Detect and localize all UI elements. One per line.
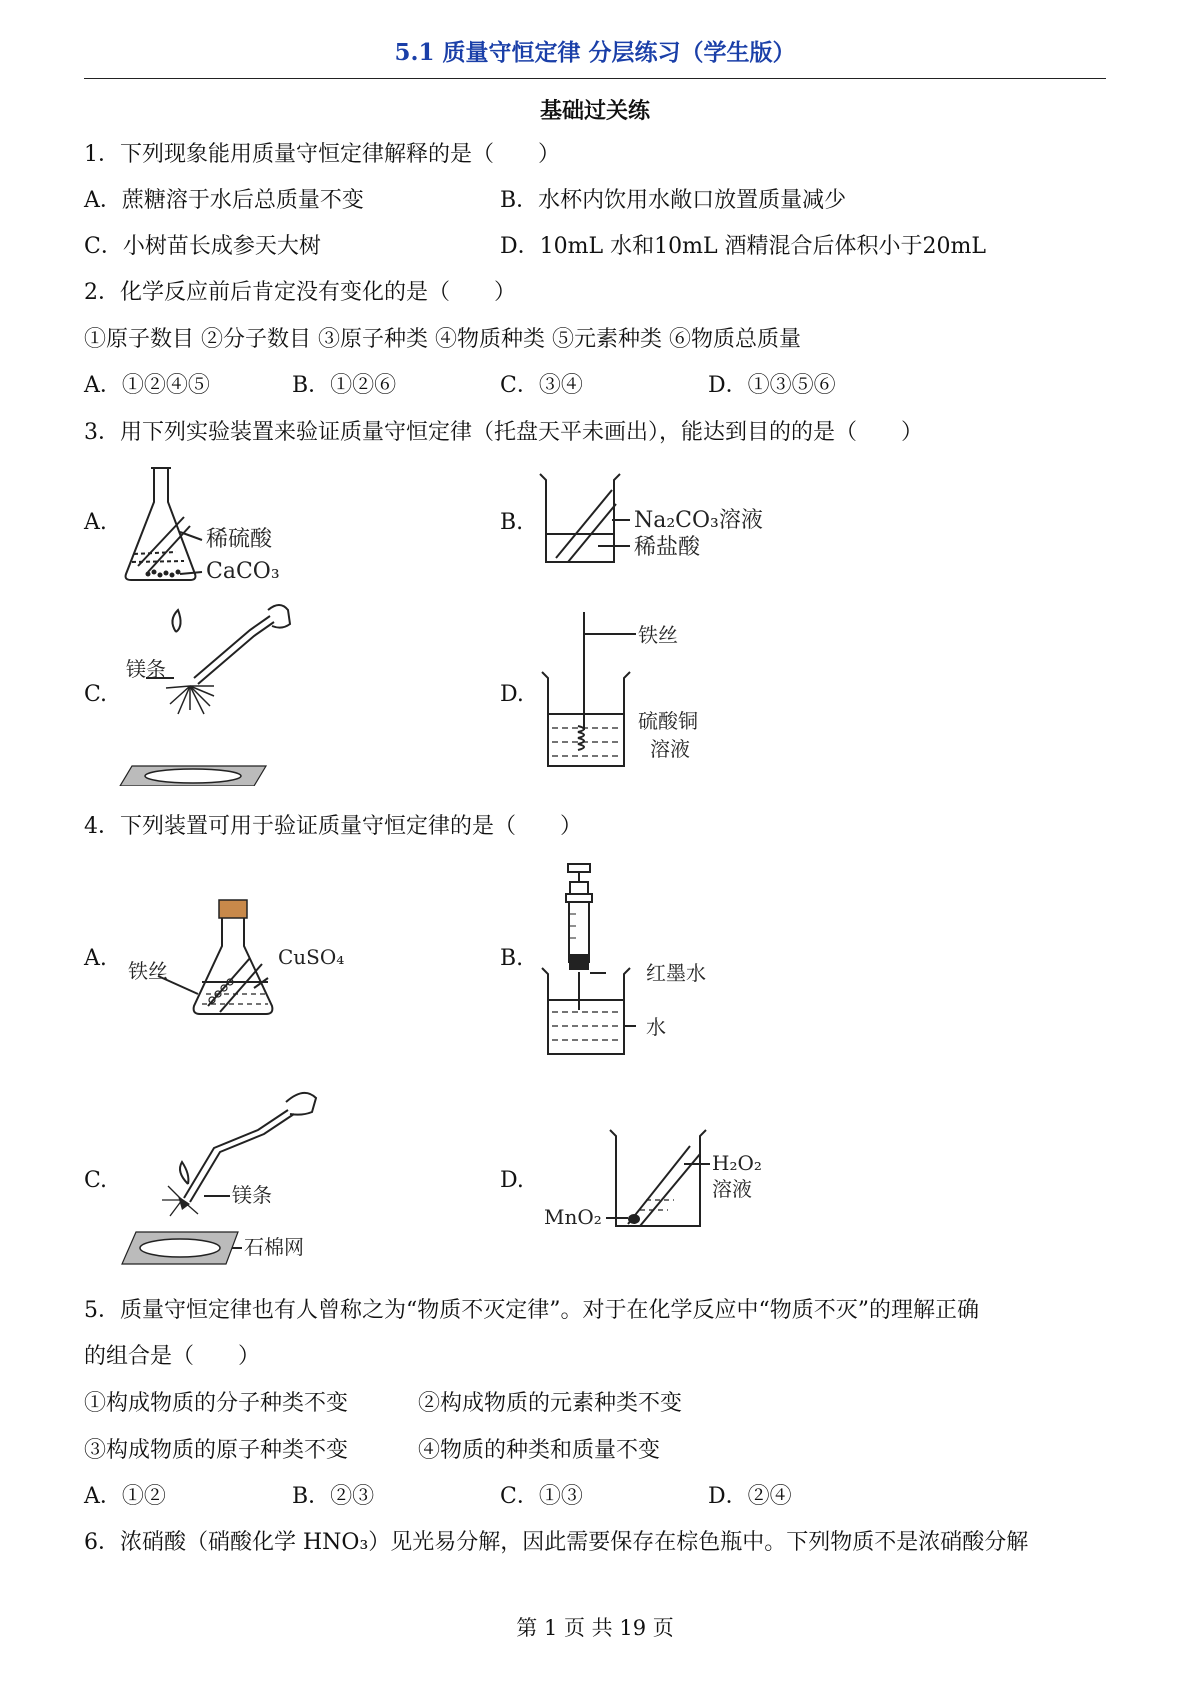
q5-item-2: ②构成物质的元素种类不变	[418, 1391, 683, 1416]
q4d-reagent-label-2: 溶液	[712, 1177, 752, 1201]
q3-figure-a-flask	[118, 462, 318, 587]
page-footer: 第 1 页 共 19 页	[516, 1616, 674, 1640]
q3a-solid-label: CaCO₃	[206, 559, 280, 584]
q4d-reagent-label-1: H₂O₂	[712, 1151, 762, 1175]
q2-option-a: A．①②④⑤	[84, 373, 210, 398]
q4b-ink-label: 红墨水	[646, 961, 706, 985]
q5-item-1: ①构成物质的分子种类不变	[84, 1391, 349, 1416]
document-title: 5.1 质量守恒定律 分层练习（学生版）	[394, 39, 796, 66]
q4-figure-c-burning-magnesium	[118, 1072, 348, 1272]
q3b-beaker-liquid-label: 稀盐酸	[634, 535, 701, 560]
q5-item-4: ④物质的种类和质量不变	[418, 1438, 661, 1463]
q3-label-c: C.	[84, 682, 108, 707]
q4-figure-d-beaker	[540, 1128, 780, 1230]
q2-option-c: C．③④	[500, 373, 583, 398]
q6-stem: 6．浓硝酸（硝酸化学 HNO₃）见光易分解，因此需要保存在棕色瓶中。下列物质不是浓硝酸分解	[84, 1530, 1029, 1555]
q4a-solution-label: CuSO₄	[278, 945, 345, 969]
q1-option-d: D．10mL 水和10mL 酒精混合后体积小于20mL	[500, 234, 987, 259]
q2-items: ①原子数目 ②分子数目 ③原子种类 ④物质种类 ⑤元素种类 ⑥物质总质量	[84, 327, 801, 352]
q4b-water-label: 水	[646, 1015, 666, 1039]
q3c-ribbon-label: 镁条	[126, 657, 166, 681]
q4c-ribbon-label: 镁条	[232, 1183, 272, 1207]
q4-figure-b-syringe-beaker	[540, 862, 740, 1056]
q3-label-d: D.	[500, 682, 524, 707]
q4-figure-a-flask	[124, 898, 354, 1020]
q3d-solution-label-2: 溶液	[650, 737, 690, 761]
q5-stem-line-1: 5．质量守恒定律也有人曾称之为“物质不灭定律”。对于在化学反应中“物质不灭”的理解正确	[84, 1298, 979, 1323]
q3-figure-b-beaker	[538, 470, 788, 570]
q2-stem: 2．化学反应前后肯定没有变化的是（ ）	[84, 280, 516, 305]
section-title: 基础过关练	[539, 98, 650, 124]
q3b-tube-liquid-label: Na₂CO₃溶液	[634, 508, 763, 533]
q3-label-b: B.	[500, 510, 524, 535]
q1-option-c: C．小树苗长成参天大树	[84, 234, 321, 259]
q1-option-a: A．蔗糖溶于水后总质量不变	[84, 188, 364, 213]
q4-label-b: B.	[500, 946, 524, 971]
q3-figure-d-beaker	[540, 610, 740, 770]
q4a-wire-label: 铁丝	[128, 959, 168, 983]
q4d-catalyst-label: MnO₂	[544, 1205, 602, 1229]
title-divider	[84, 78, 1106, 79]
q4-label-c: C.	[84, 1168, 108, 1193]
q3-figure-c-burning-magnesium	[118, 596, 308, 786]
q5-option-b: B．②③	[292, 1484, 375, 1509]
q2-option-d: D．①③⑤⑥	[708, 373, 836, 398]
q3d-wire-label: 铁丝	[638, 623, 678, 647]
q5-option-d: D．②④	[708, 1484, 792, 1509]
q1-option-b: B．水杯内饮用水敞口放置质量减少	[500, 188, 847, 213]
q3a-acid-label: 稀硫酸	[206, 527, 273, 552]
q5-option-c: C．①③	[500, 1484, 583, 1509]
q4-stem: 4．下列装置可用于验证质量守恒定律的是（ ）	[84, 814, 582, 839]
q3-stem: 3．用下列实验装置来验证质量守恒定律（托盘天平未画出），能达到目的的是（ ）	[84, 420, 923, 445]
q3-label-a: A.	[84, 510, 107, 535]
q1-stem: 1．下列现象能用质量守恒定律解释的是（ ）	[84, 142, 560, 167]
q4-label-a: A.	[84, 946, 107, 971]
q3d-solution-label-1: 硫酸铜	[638, 709, 698, 733]
q5-item-3: ③构成物质的原子种类不变	[84, 1438, 349, 1463]
q5-option-a: A．①②	[84, 1484, 166, 1509]
q4c-gauze-label: 石棉网	[244, 1235, 304, 1259]
q5-stem-line-2: 的组合是（ ）	[84, 1344, 261, 1369]
q2-option-b: B．①②⑥	[292, 373, 397, 398]
q4-label-d: D.	[500, 1168, 524, 1193]
